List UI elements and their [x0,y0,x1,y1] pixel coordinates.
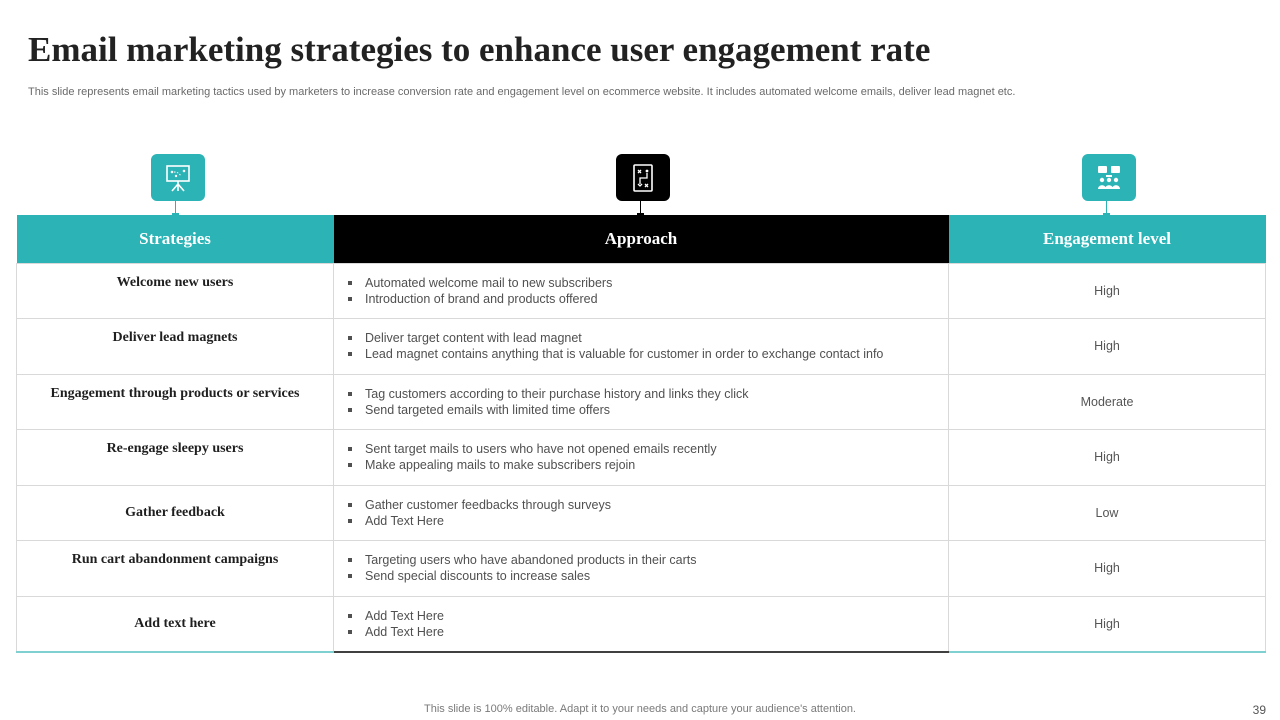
strategy-cell: Gather feedback [17,485,334,541]
strategy-connector [175,201,176,215]
strategy-cell: Welcome new users [17,263,334,319]
engagement-connector [1106,201,1107,215]
approach-bullet: Send special discounts to increase sales [346,568,948,584]
approach-cell [334,374,949,430]
engagement-level-cell: Moderate [949,374,1266,430]
strategy-cell: Re-engage sleepy users [17,430,334,486]
approach-bullet: Automated welcome mail to new subscribers [346,275,948,291]
engagement-level-cell: High [949,263,1266,319]
strategy-cell: Add text here [17,596,334,652]
slide-subtitle: This slide represents email marketing tactics used by marketers to increase conversion rate and engagement level on ecommerce website. It includes automated welcome emails, deliver lead magnet etc. [28,86,1016,98]
header-strategies: Strategies [17,215,334,263]
approach-cell [334,541,949,597]
approach-cell [334,596,949,652]
approach-bullet: Add Text Here [346,513,948,529]
approach-connector [640,201,641,215]
approach-bullet: Send targeted emails with limited time offers [346,402,948,418]
strategy-cell: Run cart abandonment campaigns [17,541,334,597]
approach-bullet: Tag customers according to their purchase history and links they click [346,386,948,402]
strategy-board-icon [151,154,205,201]
approach-bullet: Make appealing mails to make subscribers rejoin [346,457,948,473]
approach-cell [334,430,949,486]
approach-cell [334,263,949,319]
header-approach: Approach [334,215,949,263]
strategy-cell: Engagement through products or services [17,374,334,430]
table-row [17,374,1266,430]
header-engagement-level: Engagement level [949,215,1266,263]
table-row [17,541,1266,597]
approach-bullet: Targeting users who have abandoned products in their carts [346,552,948,568]
table-row [17,430,1266,486]
engagement-level-cell: High [949,430,1266,486]
slide-footer: This slide is 100% editable. Adapt it to your needs and capture your audience's attention. [424,703,856,715]
approach-bullet: Sent target mails to users who have not opened emails recently [346,441,948,457]
team-hierarchy-icon [1082,154,1136,201]
engagement-level-cell: High [949,319,1266,375]
engagement-level-cell: High [949,596,1266,652]
approach-cell [334,319,949,375]
strategy-table [16,215,1266,653]
table-row [17,319,1266,375]
approach-bullet: Deliver target content with lead magnet [346,330,948,346]
approach-bullet: Lead magnet contains anything that is valuable for customer in order to exchange contact info [346,346,948,362]
approach-bullet: Add Text Here [346,608,948,624]
table-row [17,596,1266,652]
table-header-row [17,215,1266,263]
approach-bullet: Gather customer feedbacks through surveys [346,497,948,513]
table-row [17,263,1266,319]
page-number: 39 [1252,703,1266,717]
approach-bullet: Introduction of brand and products offered [346,291,948,307]
flowchart-icon [616,154,670,201]
strategy-cell: Deliver lead magnets [17,319,334,375]
slide-title: Email marketing strategies to enhance user engagement rate [28,30,931,69]
table-row [17,485,1266,541]
engagement-level-cell: High [949,541,1266,597]
engagement-level-cell: Low [949,485,1266,541]
approach-cell [334,485,949,541]
approach-bullet: Add Text Here [346,624,948,640]
